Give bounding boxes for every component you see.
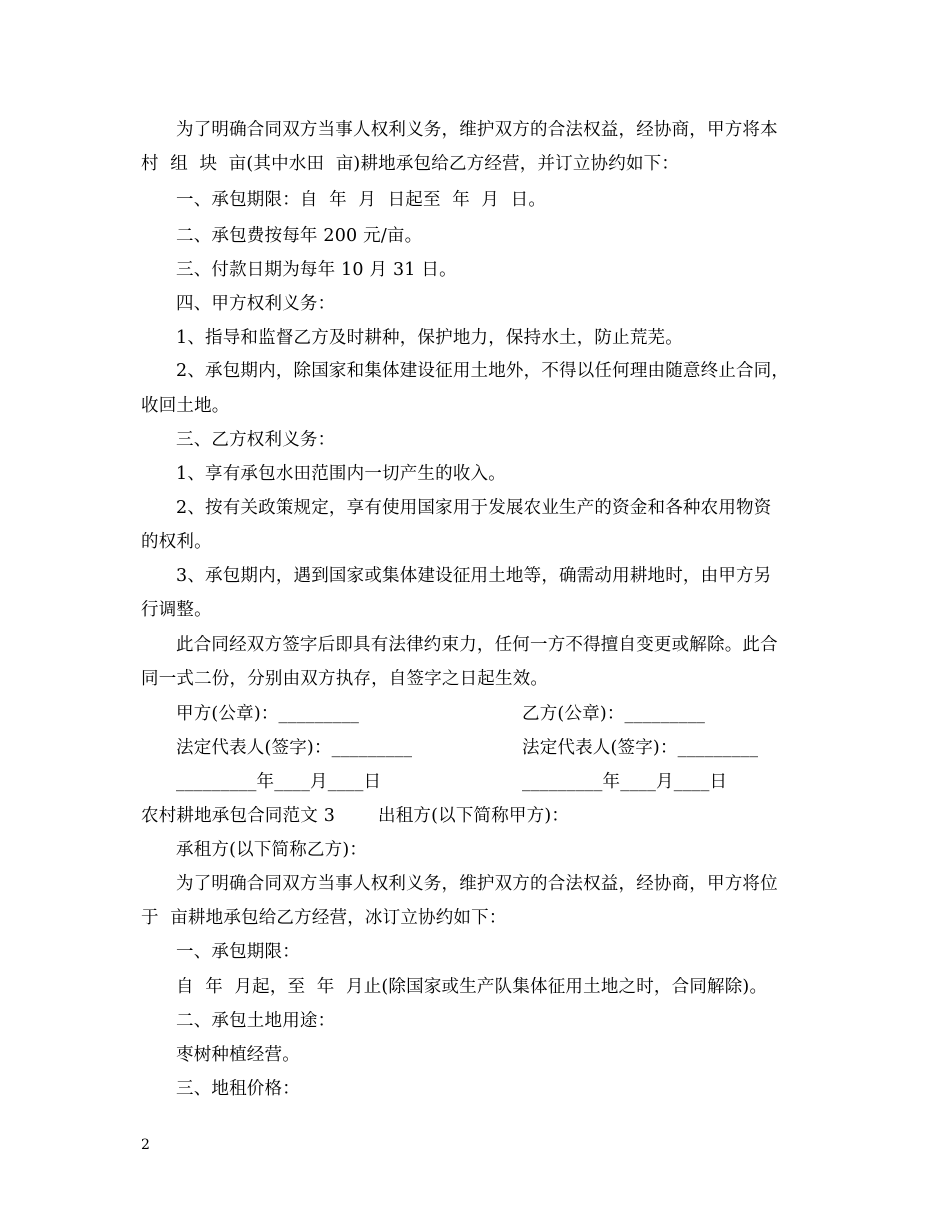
body-line: 三、地租价格： <box>176 1079 300 1099</box>
body-line: 1、指导和监督乙方及时耕种，保护地力，保持水土，防止荒芜。 <box>176 328 683 348</box>
body-line: 一、承包期限： <box>176 942 300 962</box>
body-line: 自 年 月起，至 年 月止(除国家或生产队集体征用土地之时，合同解除)。 <box>176 977 768 997</box>
body-line: 二、承包土地用途： <box>176 1011 336 1031</box>
body-line: 三、乙方权利义务： <box>176 430 336 450</box>
section-heading: 农村耕地承包合同范文 3 <box>141 806 336 826</box>
lessor-label: 出租方(以下简称甲方)： <box>378 806 570 826</box>
party-b-date: _________年____月____日 <box>522 772 728 792</box>
body-line: 同一式二份，分别由双方执存，自签字之日起生效。 <box>141 669 549 689</box>
body-line: 为了明确合同双方当事人权利义务，维护双方的合法权益，经协商，甲方将本 <box>176 120 778 140</box>
body-line: 三、付款日期为每年 10 月 31 日。 <box>176 260 457 280</box>
body-line: 的权利。 <box>141 532 212 552</box>
party-b-representative: 法定代表人(签字)：_________ <box>522 738 759 758</box>
body-line: 一、承包期限：自 年 月 日起至 年 月 日。 <box>176 190 547 210</box>
body-line: 村 组 块 亩(其中水田 亩)耕地承包给乙方经营，并订立协约如下： <box>141 154 680 174</box>
lessee-label: 承租方(以下简称乙方)： <box>176 840 368 860</box>
body-line: 行调整。 <box>141 600 212 620</box>
body-line: 2、承包期内，除国家和集体建设征用土地外，不得以任何理由随意终止合同， <box>176 361 790 381</box>
body-line: 为了明确合同双方当事人权利义务，维护双方的合法权益，经协商，甲方将位 <box>176 874 778 894</box>
body-line: 四、甲方权利义务： <box>176 294 336 314</box>
body-line: 收回土地。 <box>141 396 230 416</box>
body-line: 3、承包期内，遇到国家或集体建设征用土地等，确需动用耕地时，由甲方另 <box>176 566 772 586</box>
body-line: 于 亩耕地承包给乙方经营，冰订立协约如下： <box>141 908 507 928</box>
body-line: 1、享有承包水田范围内一切产生的收入。 <box>176 464 506 484</box>
party-a-seal: 甲方(公章)：_________ <box>176 704 360 724</box>
body-line: 二、承包费按每年 200 元/亩。 <box>176 226 423 246</box>
page-number: 2 <box>141 1137 150 1153</box>
party-a-date: _________年____月____日 <box>176 772 382 792</box>
body-line: 2、按有关政策规定，享有使用国家用于发展农业生产的资金和各种农用物资 <box>176 498 772 518</box>
body-line: 枣树种植经营。 <box>176 1045 300 1065</box>
party-b-seal: 乙方(公章)：_________ <box>522 704 706 724</box>
body-line: 此合同经双方签字后即具有法律约束力，任何一方不得擅自变更或解除。此合 <box>176 635 778 655</box>
party-a-representative: 法定代表人(签字)：_________ <box>176 738 413 758</box>
